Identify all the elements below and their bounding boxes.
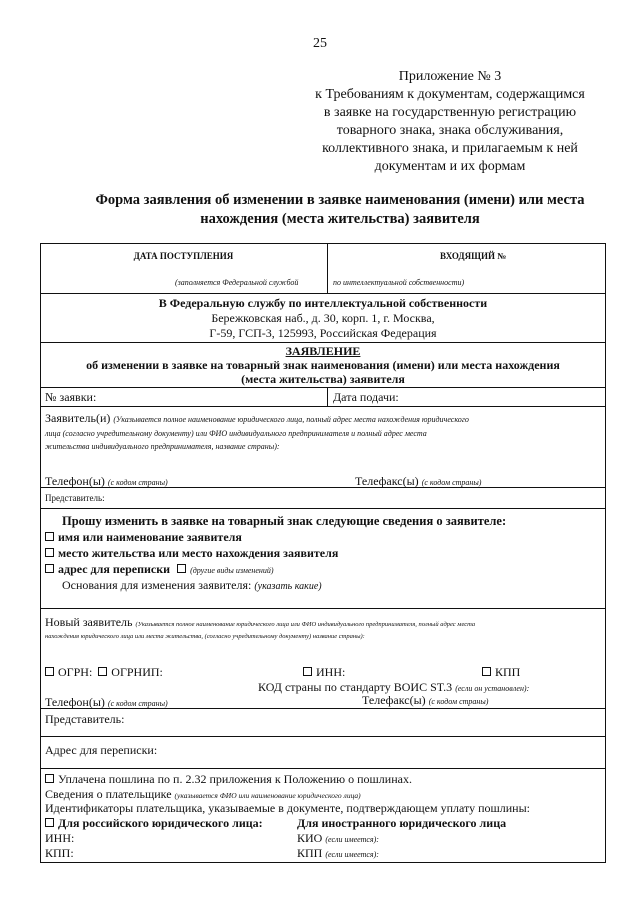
grounds-label: Основания для изменения заявителя:	[62, 578, 252, 592]
header-column-divider	[327, 243, 328, 293]
appendix-line: товарного знака, знака обслуживания,	[336, 123, 564, 138]
option-name[interactable]	[45, 530, 242, 544]
checkbox[interactable]	[482, 667, 491, 676]
statement-subtitle: об изменении в заявке на товарный знак наименования (имени) или места нахождения	[86, 358, 560, 372]
checkbox[interactable]	[45, 564, 54, 573]
inn-payer-label: ИНН:	[45, 831, 75, 845]
fax-hint: (с кодом страны)	[421, 478, 482, 487]
form-title-line: нахождения (места жительства) заявителя	[200, 211, 480, 227]
kpp-foreign-hint: (если имеется):	[325, 850, 379, 859]
filing-date-label: Дата подачи:	[333, 390, 399, 404]
kpp-label: КПП	[495, 665, 521, 679]
filled-by-note-cont: по интеллектуальной собственности)	[333, 278, 465, 287]
new-applicant-label: Новый заявитель	[45, 615, 133, 629]
applicant-label: Заявитель(и)	[45, 411, 111, 425]
kpp-foreign-label: КПП	[297, 846, 323, 860]
phone-hint: (с кодом страны)	[107, 699, 168, 708]
checkbox[interactable]	[45, 548, 54, 557]
phone-label: Телефон(ы)	[45, 474, 105, 488]
divider	[40, 387, 606, 388]
appendix-line: документам и их формам	[374, 159, 526, 174]
applicant-block	[45, 411, 469, 427]
correspondence-address-label: Адрес для переписки:	[45, 743, 158, 757]
checkbox[interactable]	[45, 532, 54, 541]
grounds-row	[62, 578, 322, 594]
checkbox[interactable]	[98, 667, 107, 676]
divider	[40, 768, 606, 769]
payer-info-label: Сведения о плательщике	[45, 787, 172, 801]
option-other-label: (другие виды изменений)	[190, 566, 274, 575]
country-code-label: КОД страны по стандарту ВОИС ST.3	[258, 680, 453, 694]
divider	[40, 406, 606, 407]
fax-hint: (с кодом страны)	[428, 697, 489, 706]
option-location[interactable]	[45, 546, 338, 560]
kpp-foreign-row	[297, 846, 379, 862]
kpp-payer-label: КПП:	[45, 846, 74, 860]
option-label: имя или наименование заявителя	[58, 530, 242, 544]
checkbox[interactable]	[177, 564, 186, 573]
inn-label: ИНН:	[316, 665, 346, 679]
divider	[40, 736, 606, 737]
new-applicant-phone	[45, 695, 168, 711]
appendix-line: в заявке на государственную регистрацию	[323, 105, 577, 120]
new-applicant-hint: (Указывается полное наименование юридического лица или ФИО индивидуального предпринимателя, полный адрес места	[135, 621, 476, 628]
country-code-hint: (если он установлен):	[455, 684, 530, 693]
russian-entity-label: Для российского юридического лица:	[58, 816, 263, 830]
kio-row	[297, 831, 379, 847]
addressee-address-cont: Г-59, ГСП-3, 125993, Российская Федерация	[209, 326, 437, 340]
checkbox[interactable]	[45, 818, 54, 827]
appendix-block	[300, 68, 600, 176]
new-applicant-hint-cont: нахождения юридического лица или места жительства, (согласно учредительному документу) название страны):	[45, 633, 365, 640]
ogrnip-label: ОГРНИП:	[111, 665, 163, 679]
form-title	[60, 191, 620, 229]
fee-paid-label: Уплачена пошлина по п. 2.32 приложения к Положению о пошлинах.	[58, 772, 412, 786]
grounds-hint: (указать какие)	[254, 581, 322, 592]
page-number: 25	[313, 36, 327, 51]
divider	[40, 342, 606, 343]
inn-field[interactable]	[303, 665, 345, 679]
statement-title: ЗАЯВЛЕНИЕ	[285, 344, 361, 358]
change-request-title: Прошу изменить в заявке на товарный знак следующие сведения о заявителе:	[62, 514, 507, 528]
date-received-label: ДАТА ПОСТУПЛЕНИЯ	[133, 251, 234, 261]
applicant-hint-cont: лица (согласно учредительному документу) или ФИО индивидуального предпринимателя и полный адрес места	[45, 429, 427, 438]
representative-label: Представитель:	[45, 712, 125, 726]
incoming-number-label: ВХОДЯЩИЙ №	[440, 251, 507, 261]
kio-hint: (если имеется):	[325, 835, 379, 844]
checkbox[interactable]	[45, 774, 54, 783]
payer-identifiers-label: Идентификаторы плательщика, указываемые в документе, подтверждающем уплату пошлины:	[45, 801, 530, 815]
statement-subtitle-cont: (места жительства) заявителя	[241, 372, 405, 386]
option-label: место жительства или место нахождения заявителя	[58, 546, 339, 560]
fax-label: Телефакс(ы)	[355, 474, 419, 488]
divider	[40, 508, 606, 509]
russian-entity-row[interactable]	[45, 816, 263, 830]
phone-label: Телефон(ы)	[45, 695, 105, 709]
appendix-title: Приложение № 3	[398, 69, 502, 84]
new-applicant-fax	[362, 693, 488, 709]
appendix-line: к Требованиям к документам, содержащимся	[315, 87, 585, 102]
payer-info-hint: (указывается ФИО или наименование юридического лица)	[174, 791, 361, 800]
addressee-name: В Федеральную службу по интеллектуальной собственности	[158, 296, 488, 310]
checkbox[interactable]	[303, 667, 312, 676]
addressee-address: Бережковская наб., д. 30, корп. 1, г. Москва,	[211, 311, 435, 325]
applicant-hint: (Указывается полное наименование юридического лица, полный адрес места нахождения юридического	[113, 415, 469, 424]
foreign-entity-label: Для иностранного юридического лица	[297, 816, 507, 830]
divider	[40, 293, 606, 294]
form-title-line: Форма заявления об изменении в заявке наименования (имени) или места	[95, 192, 585, 208]
ogrn-field[interactable]	[45, 665, 163, 679]
kio-label: КИО	[297, 831, 323, 845]
applicant-fax	[355, 474, 481, 490]
number-date-divider	[327, 387, 328, 406]
representative-small-label: Представитель:	[45, 493, 105, 503]
ogrn-label: ОГРН:	[58, 665, 93, 679]
fax-label: Телефакс(ы)	[362, 693, 426, 707]
option-correspondence[interactable]	[45, 562, 274, 578]
divider	[40, 608, 606, 609]
phone-hint: (с кодом страны)	[107, 478, 168, 487]
application-number-label: № заявки:	[45, 390, 97, 404]
applicant-phone	[45, 474, 168, 490]
fee-paid-row[interactable]	[45, 772, 412, 786]
applicant-hint-cont: жительства индивидуального предпринимателя, название страны):	[45, 442, 280, 451]
appendix-line: коллективного знака, и прилагаемым к ней	[322, 141, 578, 156]
filled-by-note: (заполняется Федеральной службой	[175, 278, 299, 287]
checkbox[interactable]	[45, 667, 54, 676]
option-label: адрес для переписки	[58, 562, 171, 576]
kpp-field[interactable]	[482, 665, 520, 679]
